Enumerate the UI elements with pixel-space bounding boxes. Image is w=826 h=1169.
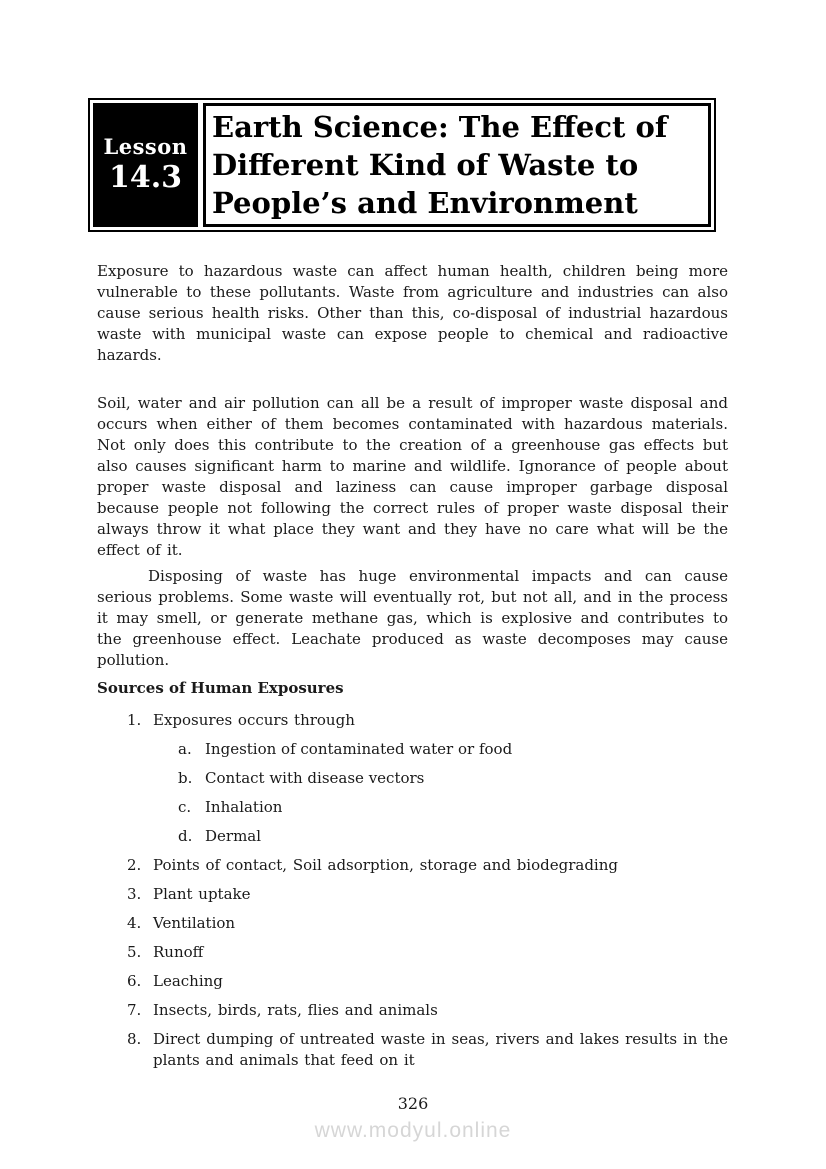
sub-list-item	[97, 739, 728, 760]
page-number: 326	[397, 1094, 429, 1113]
sub-list-item-letter: b.	[178, 769, 193, 787]
sub-list-item	[97, 797, 728, 818]
list-item-number: 3.	[127, 885, 142, 903]
list-item-number: 1.	[127, 711, 142, 729]
lesson-title-box	[203, 103, 711, 227]
lesson-title-line: Different Kind of Waste to	[212, 148, 639, 182]
sub-list-item	[97, 826, 728, 847]
paragraph-disposing: Disposing of waste has huge environmental impacts and can cause serious problems. Some waste will eventually rot, but not all, and in the process it may smell, or generate methane gas, which is explosive and contributes to the greenhouse effect. Leachate produced as waste decomposes may cause pollution.	[97, 567, 728, 669]
sub-list-item-text: Contact with disease vectors	[205, 769, 425, 787]
sub-list-item-letter: a.	[178, 740, 192, 758]
lesson-number-box	[93, 103, 198, 227]
exposure-sources-list	[97, 702, 728, 1071]
lesson-header-box	[88, 98, 716, 232]
sub-list-item-letter: d.	[178, 827, 193, 845]
list-item-text: Plant uptake	[153, 885, 251, 903]
list-item	[97, 913, 728, 934]
list-item-number: 4.	[127, 914, 142, 932]
list-item-number: 6.	[127, 972, 142, 990]
list-item-text: Leaching	[153, 972, 223, 990]
list-item-text: Direct dumping of untreated waste in seas, rivers and lakes results in the plants and animals that feed on it	[153, 1030, 728, 1069]
sub-list-item	[97, 768, 728, 789]
paragraph-pollution: Soil, water and air pollution can all be a result of improper waste disposal and occurs when either of them becomes contaminated with hazardous materials. Not only does this contribute to the creation of a greenhouse gas effects but also causes significant harm to marine and wildlife. Ignorance of people about proper waste disposal and laziness can cause improper garbage disposal because people not following the correct rules of proper waste disposal their always throw it what place they want and they have no care what will be the effect of it.	[97, 394, 728, 559]
list-item-number: 8.	[127, 1030, 142, 1048]
sub-list-item-text: Inhalation	[205, 798, 283, 816]
lesson-label: Lesson	[103, 134, 188, 159]
lesson-title-line: People’s and Environment	[212, 186, 638, 220]
list-item-number: 5.	[127, 943, 142, 961]
list-item	[97, 1029, 728, 1071]
list-item	[97, 971, 728, 992]
watermark: www.modyul.online	[314, 1119, 512, 1142]
list-item	[97, 1000, 728, 1021]
list-item	[97, 942, 728, 963]
sub-list-item-letter: c.	[178, 798, 192, 816]
list-item-text: Runoff	[153, 943, 204, 961]
list-item-text: Exposures occurs through	[153, 711, 355, 729]
sub-list-item-text: Dermal	[205, 827, 262, 845]
paragraph-exposure: Exposure to hazardous waste can affect human health, children being more vulnerable to these pollutants. Waste from agriculture and industries can also cause serious health risks. Other than this, co-disposal of industrial hazardous waste with municipal waste can expose people to chemical and radioactive hazards.	[97, 262, 728, 364]
list-item-text: Ventilation	[153, 914, 236, 932]
list-item-number: 2.	[127, 856, 142, 874]
list-item-number: 7.	[127, 1001, 142, 1019]
lesson-number: 14.3	[108, 160, 183, 195]
list-item-text: Insects, birds, rats, flies and animals	[153, 1001, 438, 1019]
sub-list-item-text: Ingestion of contaminated water or food	[205, 740, 513, 758]
list-item	[97, 710, 728, 731]
list-item-text: Points of contact, Soil adsorption, storage and biodegrading	[153, 856, 618, 874]
list-item	[97, 855, 728, 876]
lesson-title-line: Earth Science: The Effect of	[212, 110, 668, 144]
section-heading: Sources of Human Exposures	[97, 679, 344, 697]
list-item	[97, 884, 728, 905]
